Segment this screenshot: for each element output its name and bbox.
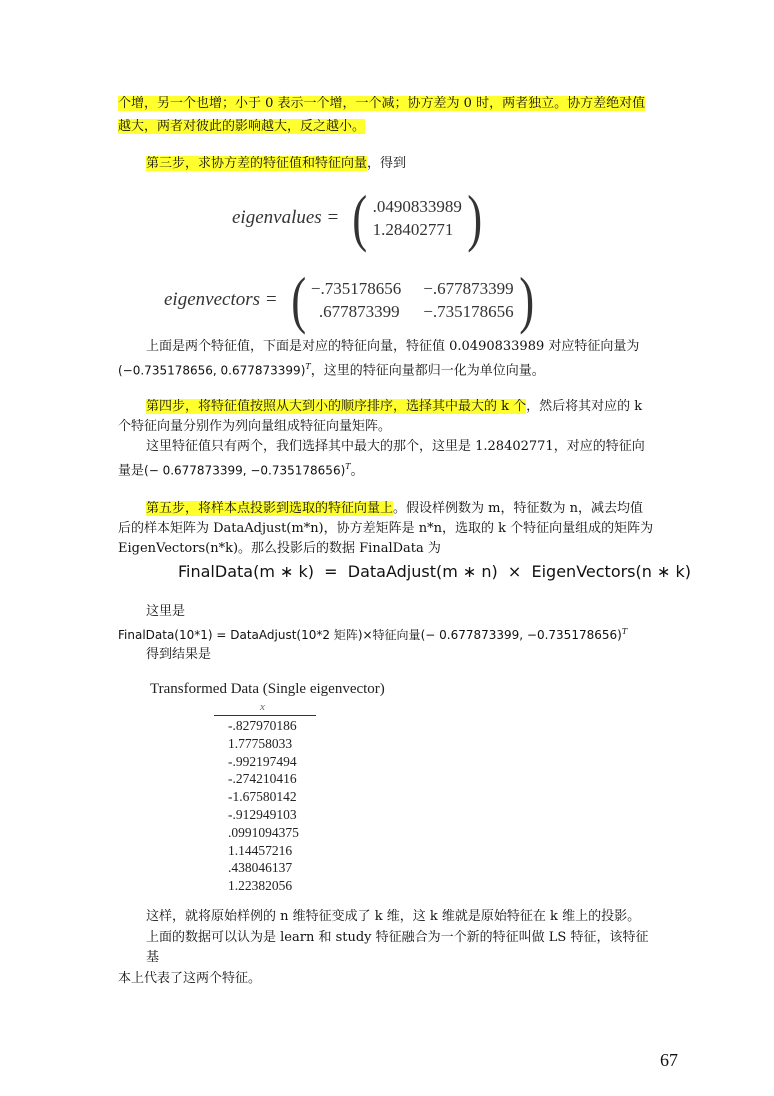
step4-line-2: 个特征向量分别作为列向量组成特征向量矩阵。 — [118, 419, 392, 434]
table-row: -.827970186 — [228, 718, 297, 733]
table-row: .438046137 — [228, 860, 293, 876]
step3-tail: ，得到 — [367, 156, 407, 171]
step5-line-3: EigenVectors(n*k)。那么投影后的数据 FinalData 为 — [118, 541, 441, 556]
here-paragraph — [118, 602, 658, 665]
eigenvalue-2: 1.28402771 — [372, 220, 454, 239]
step4-line-4-tail: 。 — [350, 463, 364, 479]
eigen-line-2-tail: ，这里的特征向量都归一化为单位向量。 — [310, 363, 545, 379]
transpose-sup: T — [305, 362, 311, 371]
step5-paragraph — [118, 499, 658, 559]
eigenvalue-1: .0490833989 — [372, 197, 462, 216]
table-row: 1.22382056 — [228, 878, 293, 894]
table-row: .0991094375 — [228, 824, 299, 840]
eigenvalues-equation — [232, 182, 485, 253]
eigvec-r1c1: −.735178656 — [310, 279, 402, 298]
eigenvalues-vector — [371, 195, 464, 241]
table-column-header: x — [260, 701, 265, 713]
eigen-line-1: 上面是两个特征值，下面是对应的特征向量，特征值 0.0490833989 对应特征向量为 — [146, 339, 640, 354]
transformed-data-table — [150, 681, 385, 894]
table-header-rule — [214, 715, 316, 716]
conclusion-line-2: 上面的数据可以认为是 learn 和 study 特征融合为一个新的特征叫做 LS 特征，该特征基 — [146, 930, 649, 965]
transpose-sup: T — [345, 462, 351, 471]
eigenvalues-label: eigenvalues = — [232, 207, 340, 228]
eigvec-r1c2: −.677873399 — [423, 279, 514, 298]
table-title: Transformed Data (Single eigenvector) — [150, 681, 385, 697]
here-vector: (− 0.677873399, −0.735178656) — [420, 628, 622, 642]
eigenvectors-matrix — [309, 277, 516, 323]
eigen-vector-1: (−0.735178656, 0.677873399) — [118, 363, 306, 378]
intro-paragraph — [118, 94, 658, 137]
final-data-equation: FinalData(m ∗ k) = DataAdjust(m ∗ n) × EigenVectors(n ∗ k) — [178, 562, 691, 581]
step3-paragraph — [146, 154, 686, 174]
step4-paragraph — [118, 397, 658, 481]
intro-line-1: 个增，另一个也增；小于 0 表示一个增，一个减；协方差为 0 时，两者独立。协方差绝对值 — [118, 96, 646, 111]
step5-tail: 。假设样例数为 m，特征数为 n，减去均值 — [393, 501, 643, 516]
eigenvectors-equation — [164, 264, 537, 335]
table-values — [228, 717, 299, 895]
step4-label: 第四步，将特征值按照从大到小的顺序排序，选择其中最大的 k 个 — [146, 399, 527, 414]
table-row: -.274210416 — [228, 771, 297, 787]
here-line-1: 这里是 — [146, 604, 186, 619]
step5-label: 第五步，将样本点投影到选取的特征向量上 — [146, 501, 394, 516]
step3-label: 第三步，求协方差的特征值和特征向量 — [146, 156, 368, 171]
left-paren: ( — [290, 264, 306, 335]
conclusion-line-3: 本上代表了这两个特征。 — [118, 971, 262, 986]
step4-line-4-pre: 量是 — [118, 463, 145, 479]
left-paren: ( — [352, 182, 368, 253]
transpose-sup: T — [621, 627, 628, 636]
eigen-explanation — [118, 337, 658, 381]
step5-line-2: 后的样本矩阵为 DataAdjust(m*n)，协方差矩阵是 n*n，选取的 k 个特征向量组成的矩阵为 — [118, 521, 654, 536]
table-row: 1.14457216 — [228, 842, 293, 858]
conclusion-paragraph — [118, 907, 658, 989]
right-paren: ) — [467, 182, 482, 253]
eigenvectors-label: eigenvectors = — [164, 289, 278, 310]
table-row: -1.67580142 — [228, 789, 297, 805]
here-line-3: 得到结果是 — [146, 647, 212, 662]
step4-tail: ，然后将其对应的 k — [526, 399, 643, 414]
right-paren: ) — [518, 264, 534, 335]
intro-line-2: 越大，两者对彼此的影响越大，反之越小。 — [118, 119, 366, 134]
step4-line-3: 这里特征值只有两个，我们选择其中最大的那个，这里是 1.28402771，对应的特征向 — [146, 439, 645, 454]
table-row: -.992197494 — [228, 753, 297, 769]
table-row: -.912949103 — [228, 806, 297, 822]
eigvec-r2c2: −.735178656 — [423, 302, 514, 321]
page-number: 67 — [660, 1050, 678, 1070]
step4-vector: (− 0.677873399, −0.735178656) — [144, 463, 346, 478]
here-line-2-pre: FinalData(10*1) = DataAdjust(10*2 矩阵)×特征向量 — [118, 628, 421, 642]
conclusion-line-1: 这样，就将原始样例的 n 维特征变成了 k 维，这 k 维就是原始特征在 k 维上的投影。 — [146, 909, 641, 924]
table-row: 1.77758033 — [228, 735, 293, 751]
eigvec-r2c1: .677873399 — [318, 302, 400, 321]
